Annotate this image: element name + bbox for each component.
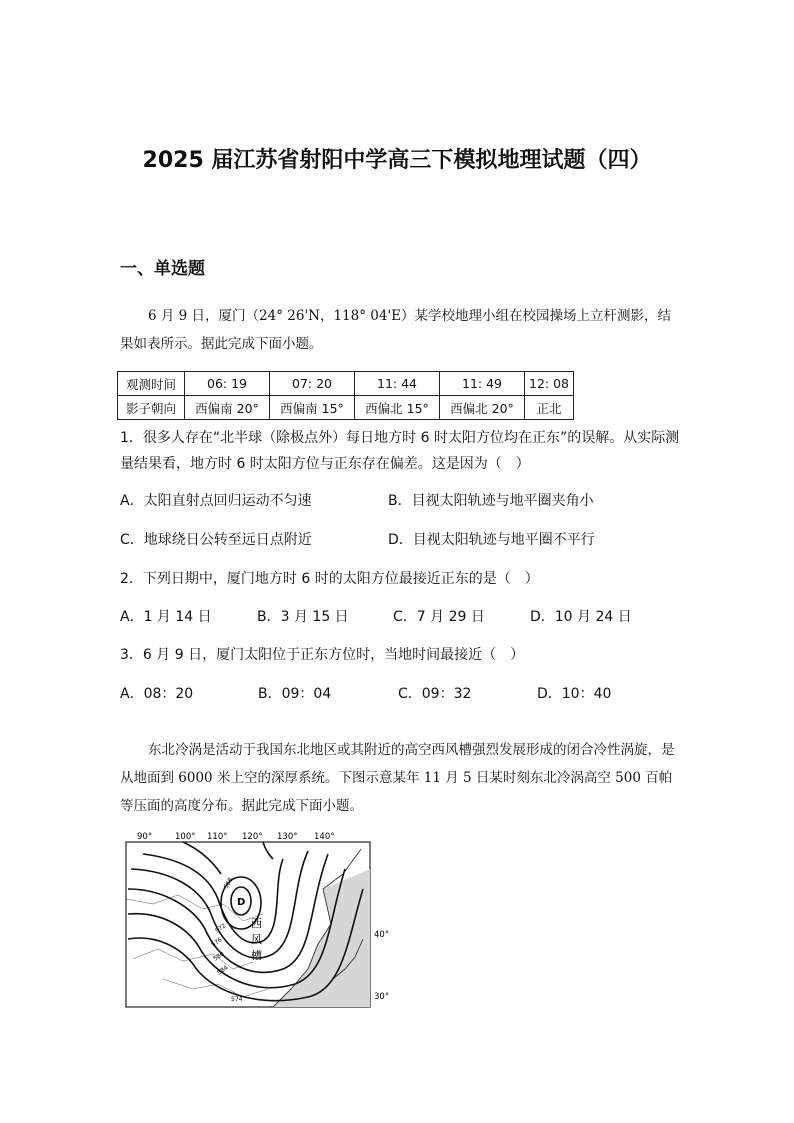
intro-paragraph-1: 6 月 9 日，厦门（24° 26'N，118° 04'E）某学校地理小组在校园操场上立杆测影，结果如表所示。据此完成下面小题。 bbox=[120, 308, 672, 352]
question-2-option-d: D．10 月 24 日 bbox=[530, 609, 632, 625]
contour-value-label: 574 bbox=[231, 996, 243, 1003]
table-cell: 07: 20 bbox=[270, 372, 355, 396]
table-cell: 12: 08 bbox=[525, 372, 574, 396]
table-row bbox=[118, 396, 574, 420]
section-heading: 一、单选题 bbox=[120, 259, 205, 279]
question-3-option-c: C．09：32 bbox=[398, 686, 472, 702]
table-row bbox=[118, 372, 574, 396]
trough-label-3: 槽 bbox=[251, 949, 262, 962]
lon-label-120: 120° bbox=[242, 832, 263, 842]
table-cell: 西偏南 20° bbox=[185, 396, 270, 420]
intro-paragraph-2: 东北冷涡是活动于我国东北地区或其附近的高空西风槽强烈发展形成的闭合冷性涡旋，是从地面到 6000 米上空的深厚系统。下图示意某年 11 月 5 日某时刻东北冷涡高空 500 百帕等压面的高度分布。据此完成下面小题。 bbox=[120, 742, 675, 814]
question-3-option-b: B．09：04 bbox=[258, 686, 332, 702]
lat-label-30: 30° bbox=[374, 992, 390, 1002]
table-cell: 11: 49 bbox=[440, 372, 525, 396]
contour-value-label: 580 bbox=[212, 950, 226, 963]
question-1-stem: 1．很多人存在“北半球（除极点外）每日地方时 6 时太阳方位均在正东”的误解。从实际测量结果看，地方时 6 时太阳方位与正东存在偏差。这是因为（ ） bbox=[120, 430, 680, 472]
question-2-option-c: C．7 月 29 日 bbox=[393, 609, 485, 625]
lon-label-110: 110° bbox=[207, 832, 228, 842]
question-1-option-b: B．目视太阳轨迹与地平圈夹角小 bbox=[388, 493, 594, 509]
table-cell: 观测时间 bbox=[118, 372, 185, 396]
question-2-option-a: A．1 月 14 日 bbox=[120, 609, 212, 625]
lon-label-100: 100° bbox=[175, 832, 196, 842]
table-cell: 06: 19 bbox=[185, 372, 270, 396]
question-2-option-b: B．3 月 15 日 bbox=[257, 609, 349, 625]
lon-label-140: 140° bbox=[314, 832, 335, 842]
contour-value-label: 584 bbox=[216, 964, 230, 977]
table-cell: 西偏南 15° bbox=[270, 396, 355, 420]
lon-label-90: 90° bbox=[137, 832, 153, 842]
question-2-stem: 2．下列日期中，厦门地方时 6 时的太阳方位最接近正东的是（ ） bbox=[120, 571, 539, 587]
observation-table bbox=[117, 371, 574, 420]
contour-value-label: 576 bbox=[210, 936, 224, 949]
question-3-option-d: D．10：40 bbox=[537, 686, 612, 702]
table-cell: 西偏北 15° bbox=[355, 396, 440, 420]
low-center-label: D bbox=[237, 897, 246, 908]
table-cell: 影子朝向 bbox=[118, 396, 185, 420]
contour-value-label: 572 bbox=[214, 922, 228, 935]
trough-label-1: 西 bbox=[251, 917, 262, 930]
lat-label-40: 40° bbox=[374, 930, 390, 940]
question-1-option-c: C．地球绕日公转至远日点附近 bbox=[120, 532, 312, 548]
table-cell: 11: 44 bbox=[355, 372, 440, 396]
contour-value-label: 568 bbox=[222, 876, 235, 890]
question-3-option-a: A．08：20 bbox=[120, 686, 194, 702]
document-title: 2025 届江苏省射阳中学高三下模拟地理试题（四） bbox=[142, 148, 652, 173]
table-cell: 正北 bbox=[525, 396, 574, 420]
lon-label-130: 130° bbox=[277, 832, 298, 842]
isobar-map bbox=[123, 829, 403, 1011]
trough-label-2: 风 bbox=[251, 933, 262, 946]
table-cell: 西偏北 20° bbox=[440, 396, 525, 420]
question-3-stem: 3．6 月 9 日，厦门太阳位于正东方位时，当地时间最接近（ ） bbox=[120, 647, 525, 663]
question-1-option-d: D．目视太阳轨迹与地平圈不平行 bbox=[388, 532, 595, 548]
question-1-option-a: A．太阳直射点回归运动不匀速 bbox=[120, 493, 312, 509]
